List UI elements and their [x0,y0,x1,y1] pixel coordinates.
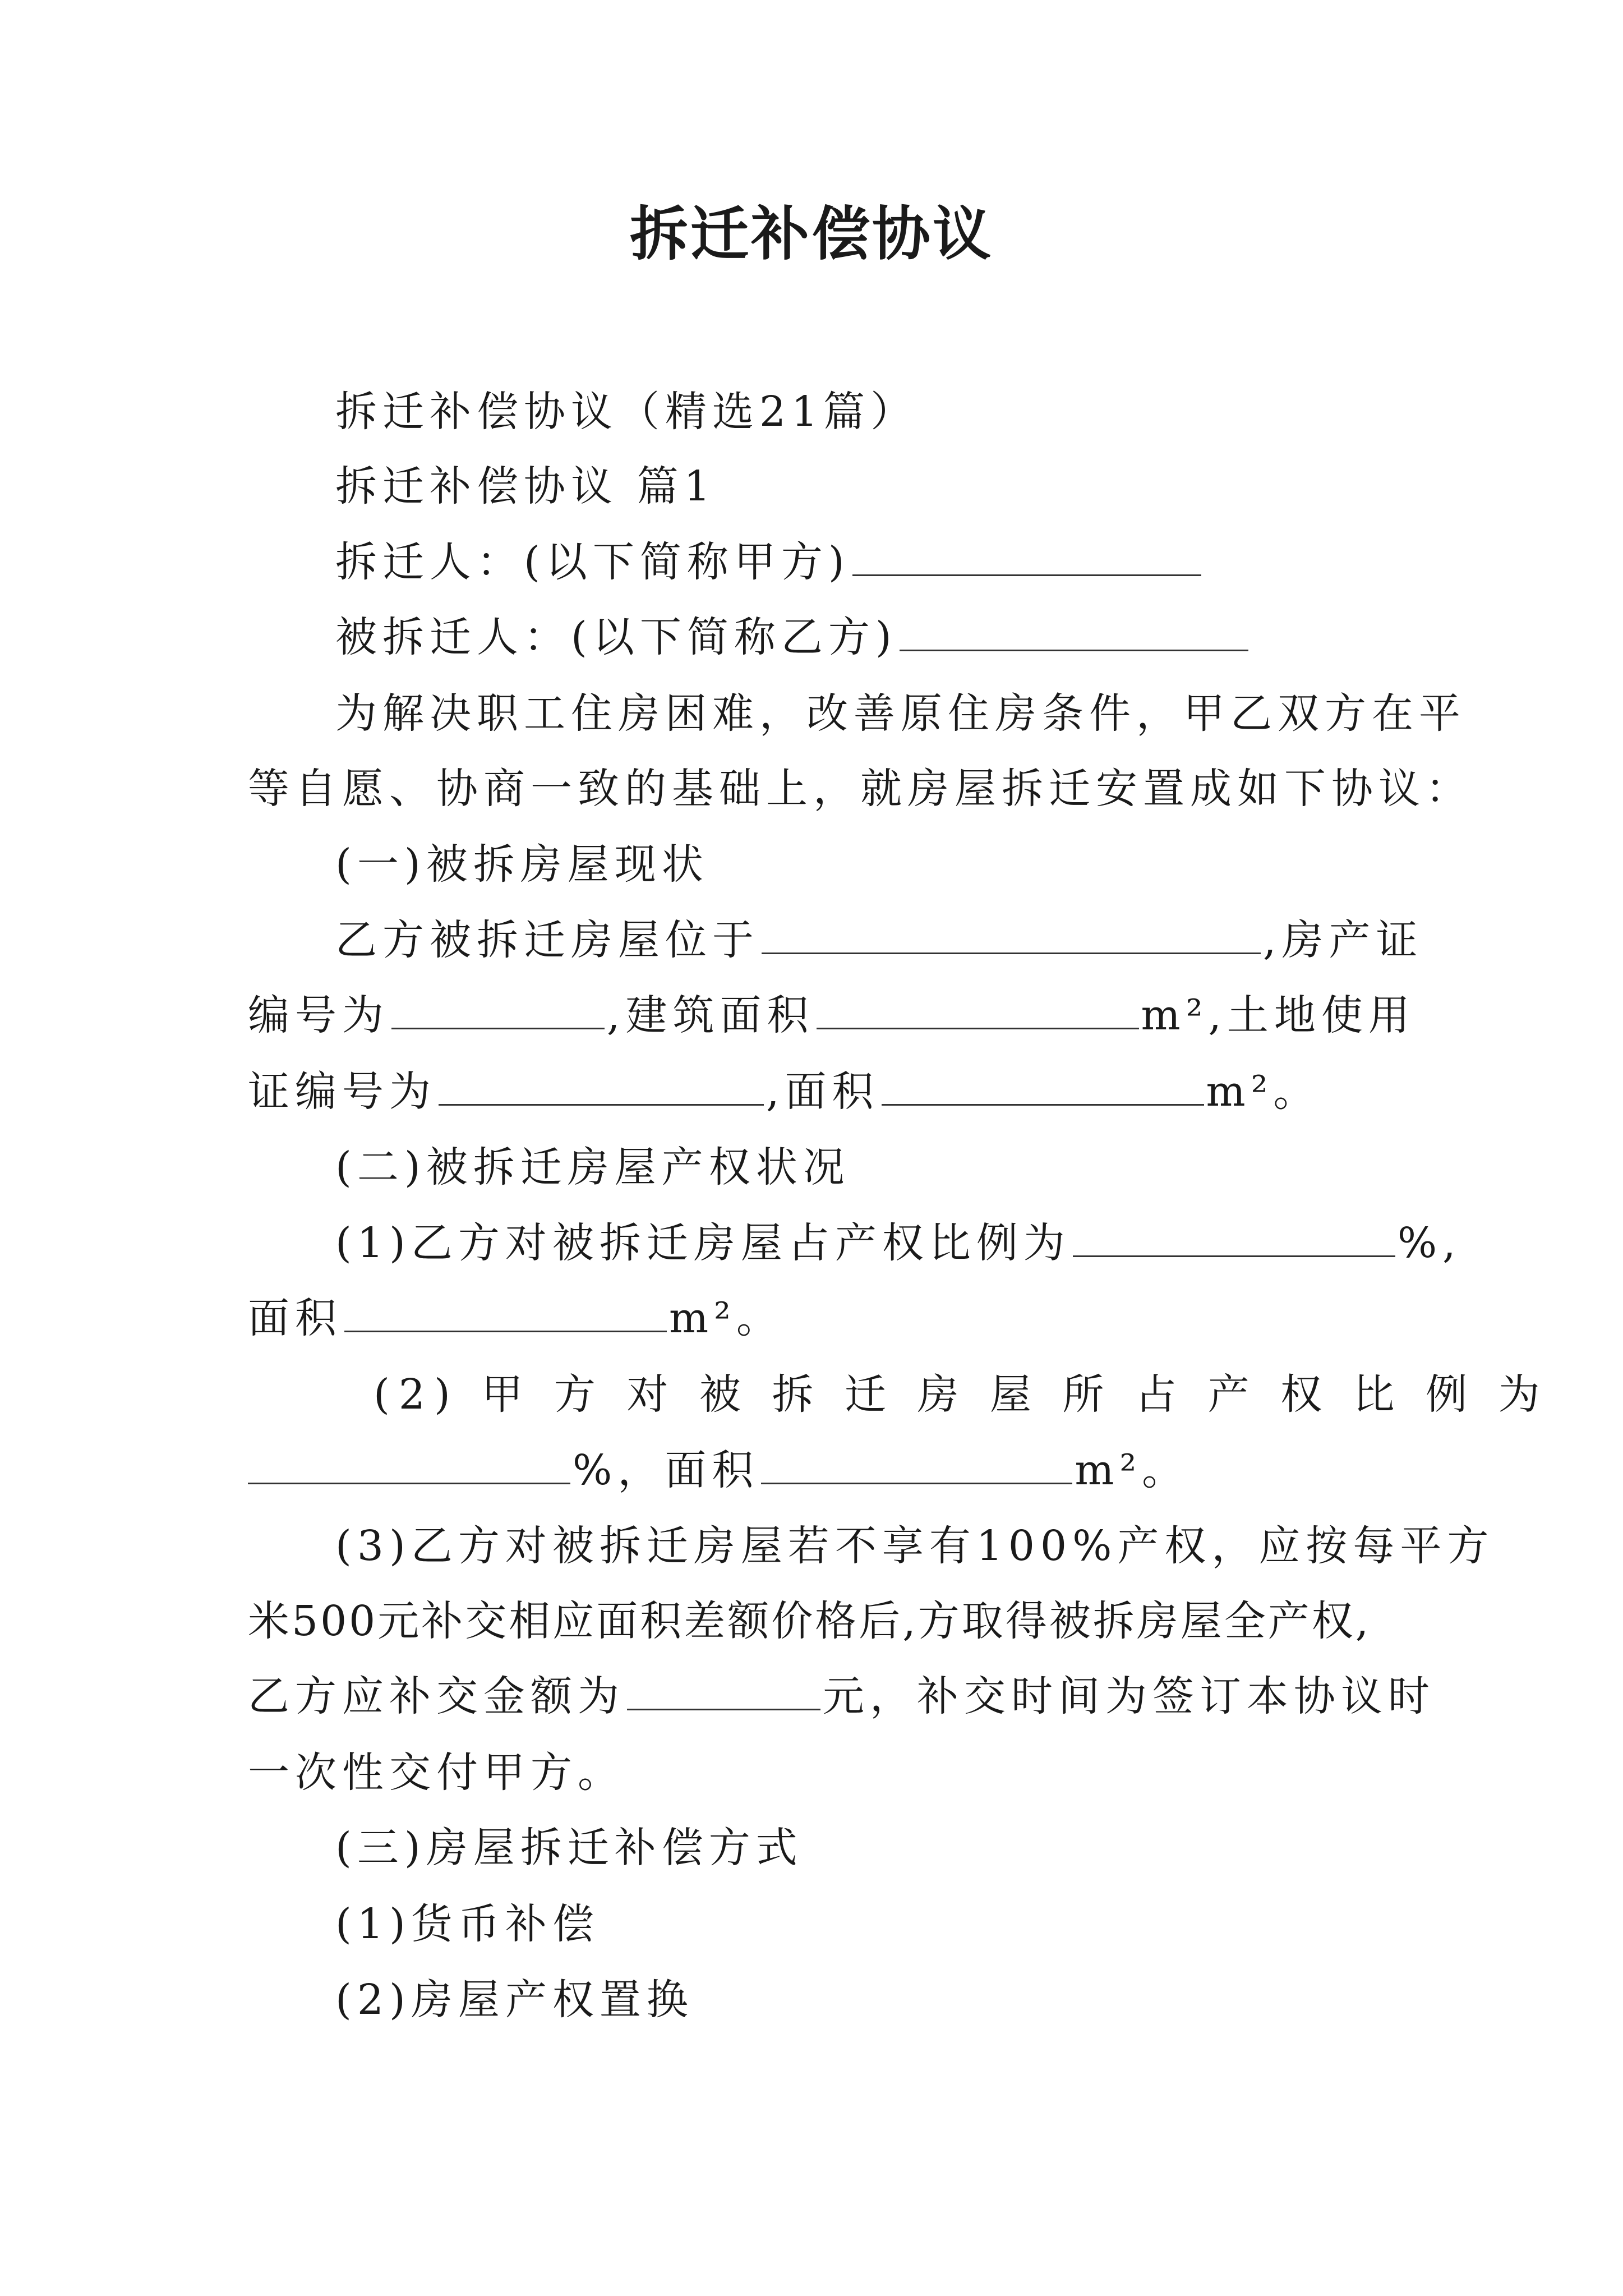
party-b-label: 被拆迁人：(以下简称乙方) [335,613,897,661]
s2-item-1-line-2 [248,1294,783,1343]
s1-line-3 [248,1067,1320,1117]
s2-item-3-text-a: 乙方应补交金额为 [248,1672,625,1720]
s3-item-2: (2)房屋产权置换 [335,1976,694,2024]
s2-item-3-line-2: 米500元补交相应面积差额价格后,方取得被拆房屋全产权, [248,1597,1371,1645]
s2-item-2-line-2 [248,1446,1189,1496]
s2-item-1-text-b: %, [1397,1219,1461,1267]
party-a-label: 拆迁人：(以下简称甲方) [335,538,850,586]
s1-line-2-text-a: 编号为 [248,991,389,1039]
document-title: 拆迁补偿协议 [629,199,993,268]
s1-line-1-text-b: ,房产证 [1263,916,1423,964]
land-area-blank [882,1069,1204,1106]
s2-item-3-text-b: 元，补交时间为签订本协议时 [823,1672,1435,1720]
s1-line-2-text-c: m²,土地使用 [1141,991,1415,1039]
intro-line-2: 等自愿、协商一致的基础上，就房屋拆迁安置成如下协议： [248,765,1473,813]
building-area-blank [817,993,1139,1029]
section-3-heading: (三)房屋拆迁补偿方式 [335,1824,803,1872]
payment-amount-blank [627,1674,820,1710]
s2-item-1-text-c: 面积 [248,1294,342,1342]
s2-item-1-text-a: (1)乙方对被拆迁房屋占产权比例为 [335,1219,1071,1267]
party-b-blank [900,615,1248,651]
s2-item-3-line-1: (3)乙方对被拆迁房屋若不享有100%产权，应按每平方 [335,1522,1495,1570]
location-blank [762,918,1261,954]
party-a-ratio-blank [248,1448,570,1484]
party-b-area-blank [344,1296,667,1332]
section-1-heading: (一)被拆房屋现状 [335,840,709,889]
s2-item-2-text-b: %，面积 [573,1446,759,1494]
party-b-ratio-blank [1073,1221,1395,1257]
s2-item-2-line-1: (2) 甲 方 对 被 拆 迁 房 屋 所 占 产 权 比 例 为 [374,1370,1549,1419]
section-2-heading: (二)被拆迁房屋产权状况 [335,1143,850,1191]
s2-item-3-line-3 [248,1672,1435,1722]
s2-item-1-text-d: m²。 [669,1294,783,1342]
party-a-blank [852,540,1201,576]
cert-number-blank [391,993,605,1029]
intro-line-1: 为解决职工住房困难，改善原住房条件，甲乙双方在平 [335,689,1466,738]
s1-line-1 [335,915,1423,965]
s1-line-3-text-c: m²。 [1206,1068,1321,1116]
party-b-line [335,613,1251,662]
land-cert-blank [439,1069,764,1106]
s1-line-1-text-a: 乙方被拆迁房屋位于 [335,916,759,964]
s1-line-3-text-a: 证编号为 [248,1068,436,1116]
s2-item-2-text-c: m²。 [1075,1446,1189,1494]
section-heading: 拆迁补偿协议 篇1 [335,462,716,510]
s2-item-3-line-4: 一次性交付甲方。 [248,1749,625,1797]
party-a-line [335,537,1204,587]
party-a-area-blank [761,1448,1072,1484]
s1-line-3-text-b: ,面积 [766,1068,879,1116]
s1-line-2 [248,991,1415,1041]
s3-item-1: (1)货币补偿 [335,1900,600,1948]
s1-line-2-text-b: ,建筑面积 [607,991,814,1039]
subtitle: 拆迁补偿协议（精选21篇） [335,388,918,436]
s2-item-1-line-1 [335,1218,1461,1268]
